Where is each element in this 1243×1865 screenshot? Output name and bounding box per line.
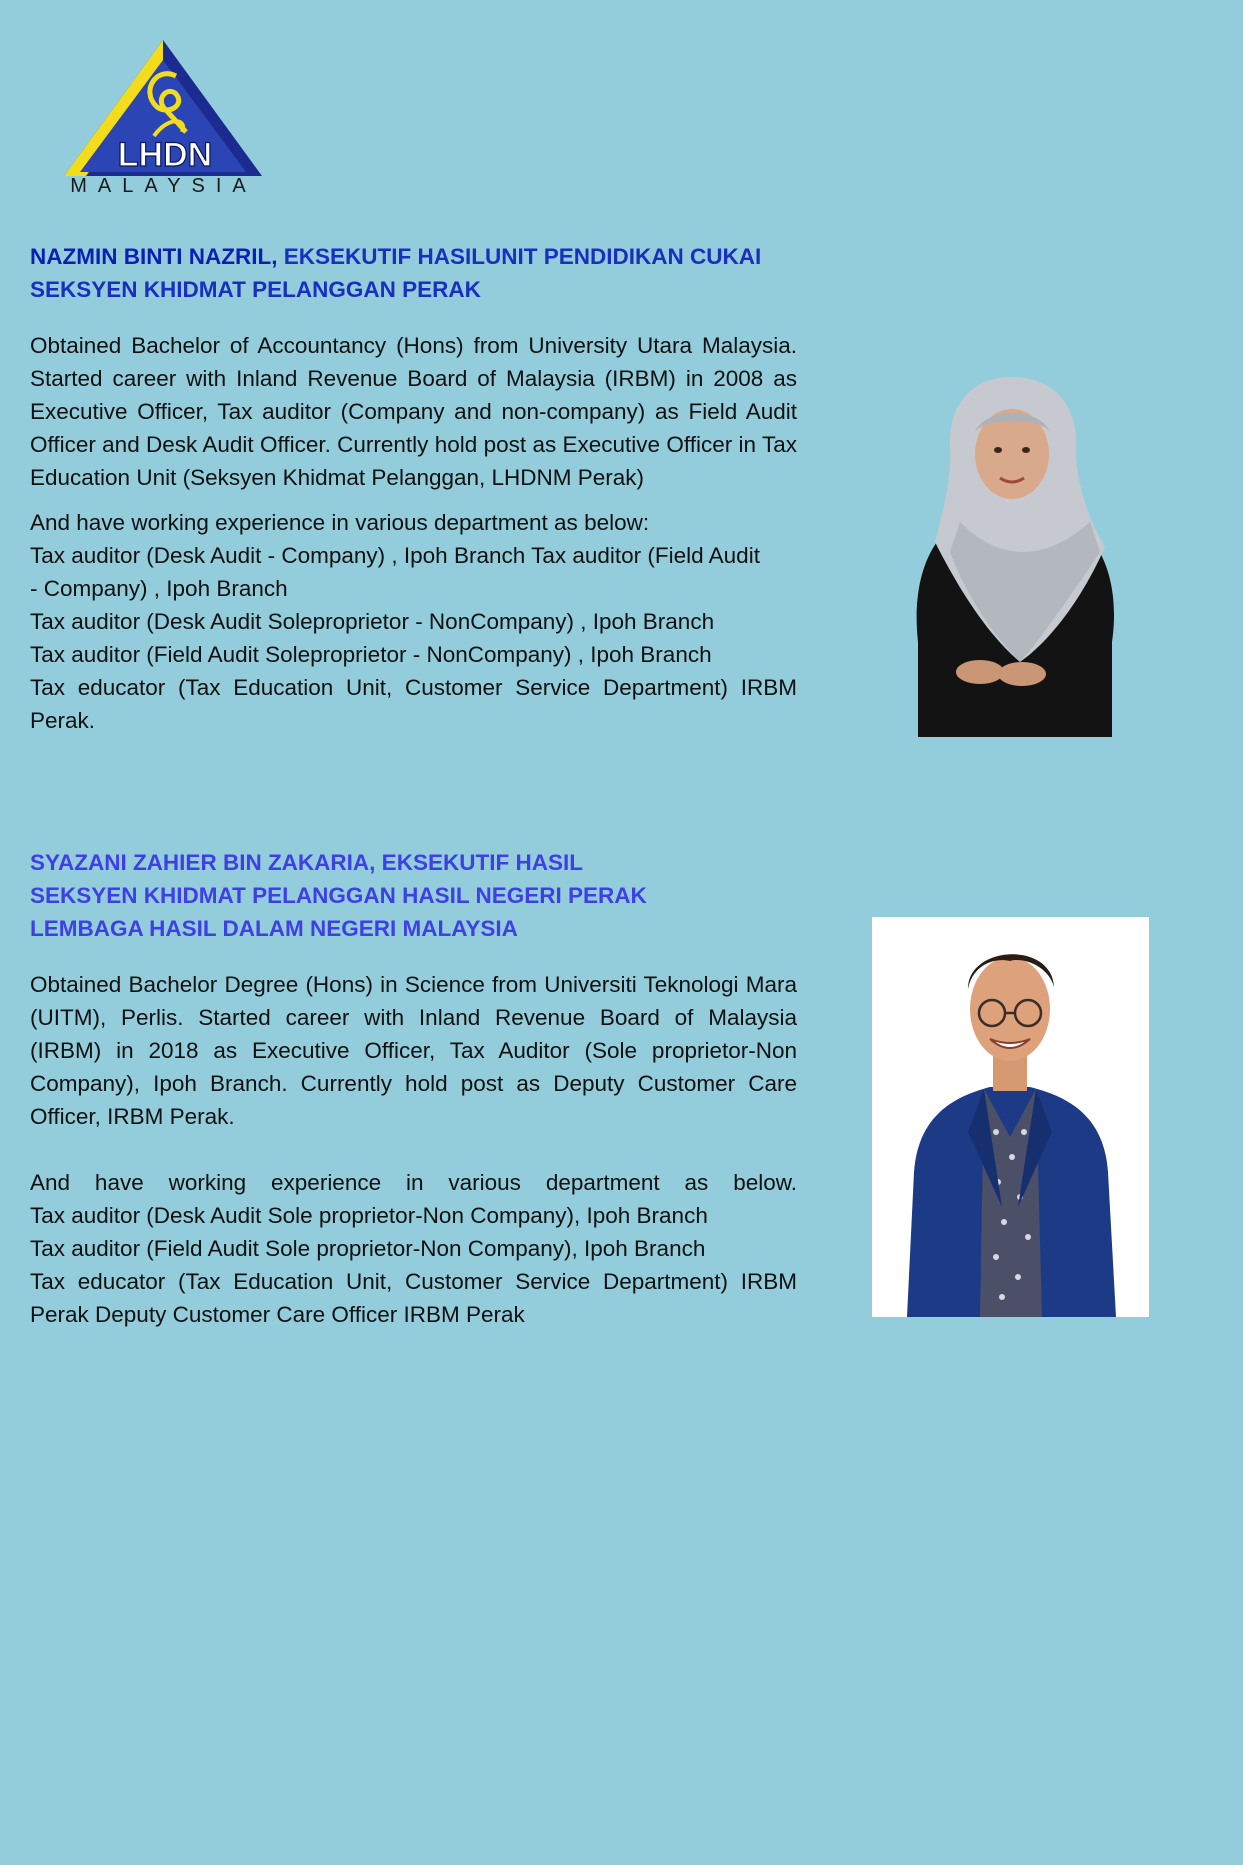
experience-item: Tax auditor (Desk Audit Soleproprietor - NonCompany) , Ipoh Branch [30,609,715,634]
profile-organization: LEMBAGA HASIL DALAM NEGERI MALAYSIA [30,916,518,941]
experience-intro: And have working experience in various department as below. [30,1170,797,1195]
experience-item: Tax auditor (Desk Audit Sole proprietor-Non Company), Ipoh Branch [30,1203,708,1228]
profile-department: SEKSYEN KHIDMAT PELANGGAN HASIL NEGERI PERAK [30,883,647,908]
person-photo-icon [880,372,1145,737]
person-photo-icon [872,917,1149,1317]
experience-intro: And have working experience in various department as below: [30,510,650,535]
experience-item: Tax educator (Tax Education Unit, Customer Service Department) IRBM Perak Deputy Customer Care Officer IRBM Perak [30,1269,797,1327]
experience-item: Tax auditor (Field Audit Soleproprietor - NonCompany) , Ipoh Branch [30,642,712,667]
experience-item: Tax auditor (Desk Audit - Company) , Ipoh Branch Tax auditor (Field Audit - Company) , Ipoh Branch [30,543,760,601]
experience-item: Tax auditor (Field Audit Sole proprietor-Non Company), Ipoh Branch [30,1236,706,1261]
profile-name: SYAZANI ZAHIER BIN ZAKARIA, EKSEKUTIF HASIL [30,850,583,875]
profile-photo-syazani [872,917,1149,1317]
experience-item: Tax educator (Tax Education Unit, Customer Service Department) IRBM Perak. [30,675,797,733]
profile-nazmin [30,240,797,737]
profile-syazani [30,846,797,1331]
profile-title: EKSEKUTIF HASILUNIT PENDIDIKAN CUKAI [277,244,762,269]
profile-bio: Obtained Bachelor Degree (Hons) in Science from Universiti Teknologi Mara (UITM), Perlis. Started career with Inland Revenue Board of Malaysia (IRBM) in 2018 as Executive Officer, Tax Auditor (Sole proprietor-Non Company), Ipoh Branch. Currently hold post as Deputy Customer Care Officer, IRBM Perak. [30,972,797,1129]
svg-text:LHDN: LHDN [117,136,213,174]
profile-photo-nazmin [880,372,1145,737]
profile-heading [30,240,797,273]
lhdn-emblem-icon [56,36,271,176]
profile-department: SEKSYEN KHIDMAT PELANGGAN PERAK [30,277,481,302]
profile-name: NAZMIN BINTI NAZRIL, [30,244,278,269]
logo-country-text: MALAYSIA [70,175,257,197]
profile-bio: Obtained Bachelor of Accountancy (Hons) from University Utara Malaysia. Started career with Inland Revenue Board of Malaysia (IRBM) in 2008 as Executive Officer, Tax auditor (Company and non-company) as Field Audit Officer and Desk Audit Officer. Currently hold post as Executive Officer in Tax Education Unit (Seksyen Khidmat Pelanggan, LHDNM Perak) [30,333,797,490]
lhdn-logo [56,36,271,201]
